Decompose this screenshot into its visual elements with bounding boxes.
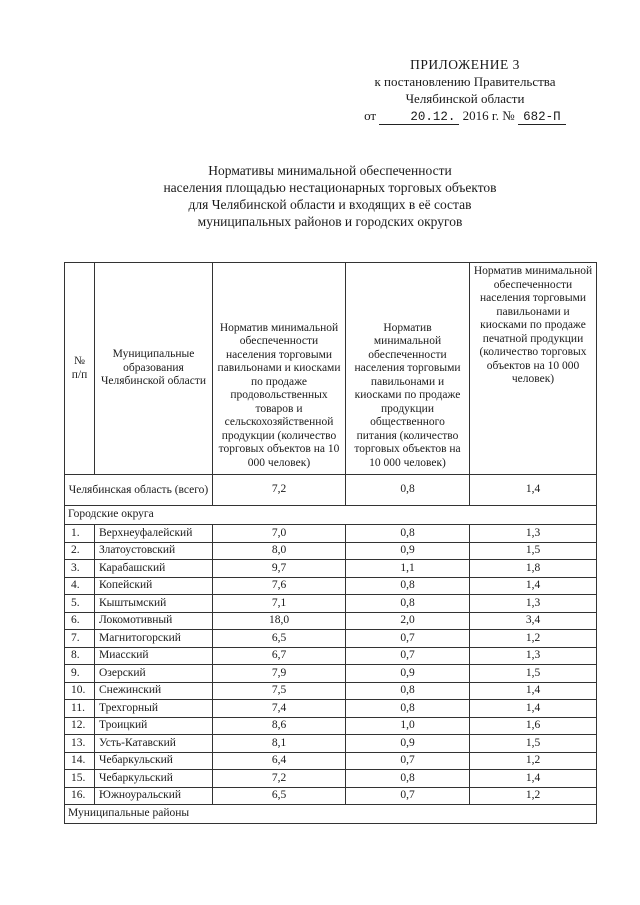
row-press: 1,3 bbox=[470, 525, 597, 543]
row-number: 4. bbox=[65, 577, 95, 595]
row-food: 8,1 bbox=[213, 735, 346, 753]
row-food: 18,0 bbox=[213, 612, 346, 630]
table-row bbox=[65, 542, 597, 560]
title-line-3: для Челябинской области и входящих в её состав bbox=[188, 197, 472, 212]
row-food: 6,7 bbox=[213, 647, 346, 665]
row-number: 11. bbox=[65, 700, 95, 718]
row-number: 2. bbox=[65, 542, 95, 560]
date-prefix: от bbox=[364, 108, 377, 123]
row-press: 1,5 bbox=[470, 735, 597, 753]
row-press: 1,4 bbox=[470, 682, 597, 700]
row-catering: 0,7 bbox=[346, 787, 470, 805]
row-number: 5. bbox=[65, 595, 95, 613]
row-catering: 2,0 bbox=[346, 612, 470, 630]
row-municipality: Озерский bbox=[95, 665, 213, 683]
row-press: 1,2 bbox=[470, 787, 597, 805]
row-number: 7. bbox=[65, 630, 95, 648]
row-catering: 1,0 bbox=[346, 717, 470, 735]
appendix-line-2: Челябинской области bbox=[405, 91, 525, 106]
row-municipality: Верхнеуфалейский bbox=[95, 525, 213, 543]
resolution-date: 20.12. bbox=[379, 110, 459, 125]
row-food: 7,1 bbox=[213, 595, 346, 613]
row-catering: 0,8 bbox=[346, 525, 470, 543]
row-press: 1,3 bbox=[470, 647, 597, 665]
row-number: 6. bbox=[65, 612, 95, 630]
row-press: 1,2 bbox=[470, 752, 597, 770]
row-food: 6,4 bbox=[213, 752, 346, 770]
row-municipality: Чебаркульский bbox=[95, 752, 213, 770]
row-number: 13. bbox=[65, 735, 95, 753]
row-food: 7,0 bbox=[213, 525, 346, 543]
title-line-4: муниципальных районов и городских округов bbox=[197, 214, 463, 229]
resolution-year: 2016 г. № bbox=[462, 108, 515, 123]
header-num: № п/п bbox=[65, 263, 95, 475]
row-press: 1,8 bbox=[470, 560, 597, 578]
table-row bbox=[65, 577, 597, 595]
appendix-title: ПРИЛОЖЕНИЕ 3 bbox=[410, 57, 520, 72]
row-food: 6,5 bbox=[213, 787, 346, 805]
header-press: Норматив минимальной обеспеченности населения торговыми павильонами и киосками по продаже печатной продукции (количество торговых объектов на 10 000 человек) bbox=[470, 263, 597, 475]
row-food: 8,6 bbox=[213, 717, 346, 735]
row-catering: 0,8 bbox=[346, 682, 470, 700]
table-row bbox=[65, 787, 597, 805]
row-number: 8. bbox=[65, 647, 95, 665]
row-municipality: Южноуральский bbox=[95, 787, 213, 805]
row-food: 7,2 bbox=[213, 770, 346, 788]
table-row bbox=[65, 717, 597, 735]
row-municipality: Карабашский bbox=[95, 560, 213, 578]
table-row bbox=[65, 612, 597, 630]
table-row bbox=[65, 752, 597, 770]
row-food: 6,5 bbox=[213, 630, 346, 648]
row-catering: 1,1 bbox=[346, 560, 470, 578]
total-food: 7,2 bbox=[213, 475, 346, 506]
section-row-urban bbox=[65, 506, 597, 525]
appendix-line-1: к постановлению Правительства bbox=[374, 74, 556, 89]
norms-table bbox=[64, 262, 597, 824]
row-number: 15. bbox=[65, 770, 95, 788]
row-press: 1,3 bbox=[470, 595, 597, 613]
row-catering: 0,8 bbox=[346, 577, 470, 595]
row-municipality: Магнитогорский bbox=[95, 630, 213, 648]
row-food: 7,9 bbox=[213, 665, 346, 683]
appendix-block bbox=[340, 56, 590, 125]
total-label: Челябинская область (всего) bbox=[65, 475, 213, 506]
row-municipality: Миасский bbox=[95, 647, 213, 665]
row-municipality: Копейский bbox=[95, 577, 213, 595]
row-press: 1,5 bbox=[470, 542, 597, 560]
total-row bbox=[65, 475, 597, 506]
section-urban-districts: Городские округа bbox=[65, 506, 597, 525]
total-catering: 0,8 bbox=[346, 475, 470, 506]
section-row-rural bbox=[65, 805, 597, 824]
table-row bbox=[65, 630, 597, 648]
header-municipality: Муниципальные образования Челябинской области bbox=[95, 263, 213, 475]
row-municipality: Трехгорный bbox=[95, 700, 213, 718]
row-press: 1,2 bbox=[470, 630, 597, 648]
resolution-number: 682-П bbox=[518, 110, 566, 125]
section-municipal-districts: Муниципальные районы bbox=[65, 805, 597, 824]
row-press: 1,5 bbox=[470, 665, 597, 683]
row-number: 12. bbox=[65, 717, 95, 735]
row-press: 1,4 bbox=[470, 770, 597, 788]
row-food: 7,5 bbox=[213, 682, 346, 700]
row-catering: 0,7 bbox=[346, 630, 470, 648]
table-row bbox=[65, 770, 597, 788]
row-catering: 0,8 bbox=[346, 700, 470, 718]
row-catering: 0,9 bbox=[346, 665, 470, 683]
table-row bbox=[65, 700, 597, 718]
row-food: 8,0 bbox=[213, 542, 346, 560]
row-press: 1,4 bbox=[470, 577, 597, 595]
row-municipality: Снежинский bbox=[95, 682, 213, 700]
table-row bbox=[65, 665, 597, 683]
table-row bbox=[65, 525, 597, 543]
total-press: 1,4 bbox=[470, 475, 597, 506]
row-number: 10. bbox=[65, 682, 95, 700]
row-municipality: Троицкий bbox=[95, 717, 213, 735]
row-number: 16. bbox=[65, 787, 95, 805]
row-food: 7,6 bbox=[213, 577, 346, 595]
row-catering: 0,9 bbox=[346, 735, 470, 753]
header-catering: Норматив минимальной обеспеченности населения торговыми павильонами и киосками по продаже продукции общественного питания (количество торговых объектов на 10 000 человек) bbox=[346, 263, 470, 475]
title-line-1: Нормативы минимальной обеспеченности bbox=[208, 163, 452, 178]
row-number: 3. bbox=[65, 560, 95, 578]
row-catering: 0,9 bbox=[346, 542, 470, 560]
row-municipality: Златоустовский bbox=[95, 542, 213, 560]
row-catering: 0,8 bbox=[346, 595, 470, 613]
table-row bbox=[65, 647, 597, 665]
row-number: 9. bbox=[65, 665, 95, 683]
row-catering: 0,7 bbox=[346, 647, 470, 665]
row-press: 1,4 bbox=[470, 700, 597, 718]
document-title bbox=[100, 162, 560, 230]
row-municipality: Усть-Катавский bbox=[95, 735, 213, 753]
row-municipality: Кыштымский bbox=[95, 595, 213, 613]
row-press: 3,4 bbox=[470, 612, 597, 630]
title-line-2: населения площадью нестационарных торговых объектов bbox=[163, 180, 497, 195]
row-catering: 0,8 bbox=[346, 770, 470, 788]
row-press: 1,6 bbox=[470, 717, 597, 735]
appendix-date-line bbox=[340, 107, 590, 125]
row-catering: 0,7 bbox=[346, 752, 470, 770]
table-header-row bbox=[65, 263, 597, 475]
row-municipality: Чебаркульский bbox=[95, 770, 213, 788]
row-food: 9,7 bbox=[213, 560, 346, 578]
row-food: 7,4 bbox=[213, 700, 346, 718]
row-number: 1. bbox=[65, 525, 95, 543]
table-row bbox=[65, 682, 597, 700]
row-number: 14. bbox=[65, 752, 95, 770]
table-row bbox=[65, 735, 597, 753]
row-municipality: Локомотивный bbox=[95, 612, 213, 630]
table-row bbox=[65, 595, 597, 613]
header-food: Норматив минимальной обеспеченности населения торговыми павильонами и киосками по продаже продовольственных товаров и сельскохозяйственной продукции (количество торговых объектов на 10 000 человек) bbox=[213, 263, 346, 475]
table-row bbox=[65, 560, 597, 578]
